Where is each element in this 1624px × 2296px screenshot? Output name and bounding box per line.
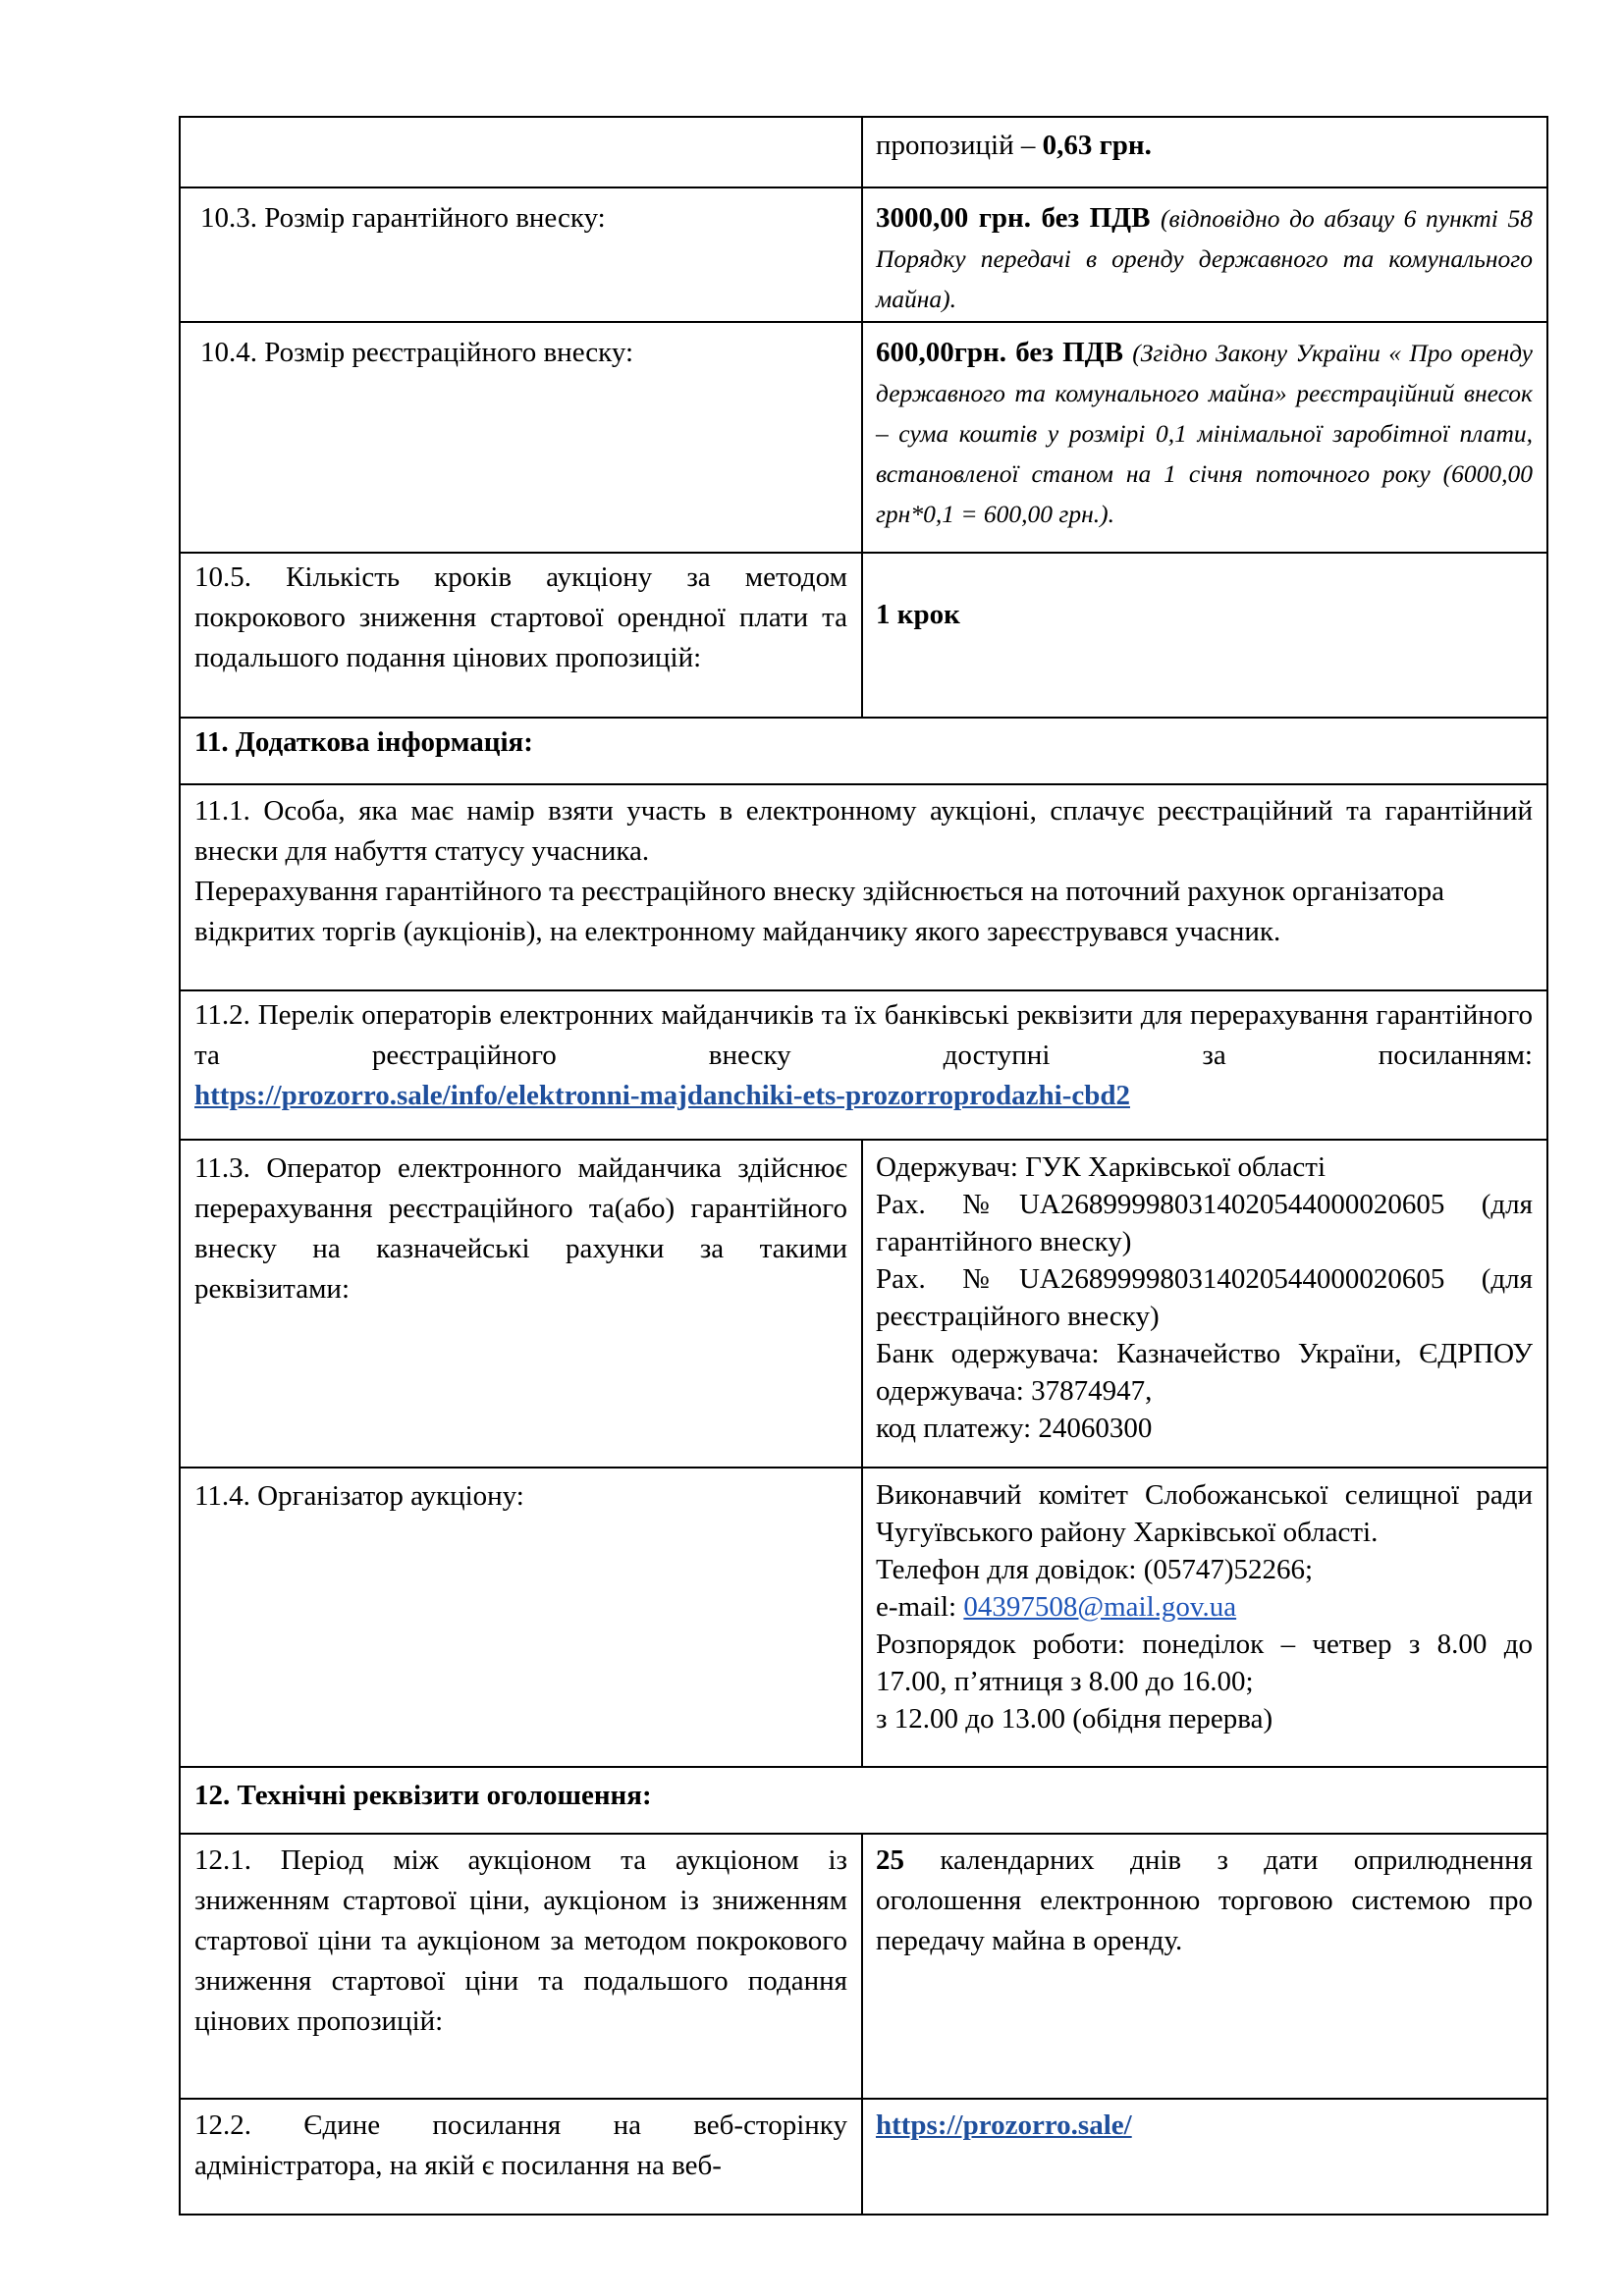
value-bold: 25	[875, 1844, 904, 1876]
schedule-line: Розпорядок роботи: понеділок – четвер з 8.00 до 17.00, п’ятниця з 8.00 до 16.00;	[875, 1629, 1533, 1697]
email-label: e-mail:	[875, 1591, 964, 1623]
table-row	[180, 117, 1547, 187]
payment-code-line: код платежу: 24060300	[875, 1413, 1153, 1444]
phone-line: Телефон для довідок: (05747)52266;	[875, 1554, 1314, 1585]
row-label-cell	[180, 117, 862, 187]
section-heading-text: 12. Технічні реквізити оголошення:	[194, 1780, 652, 1811]
break-line: з 12.00 до 13.00 (обідня перерва)	[875, 1703, 1273, 1735]
email-link[interactable]: 04397508@mail.gov.ua	[963, 1591, 1237, 1623]
table-row	[180, 784, 1547, 990]
table-row	[180, 990, 1547, 1140]
email-line	[876, 1588, 1533, 1626]
row-value-cell	[862, 1140, 1547, 1468]
table-row	[180, 322, 1547, 553]
section-heading-row	[180, 1767, 1547, 1834]
row-value-cell	[862, 2099, 1547, 2215]
value-note: (відповідно до абзацу 6 пункті 58 Порядку передачі в оренду державного та комунального майна).	[875, 204, 1533, 313]
paragraph: 11.2. Перелік операторів електронних майданчиків та їх банківські реквізити для перерахування гарантійного та реєстраційного внеску доступні за посиланням:	[194, 999, 1533, 1071]
row-label: 10.3. Розмір гарантійного внеску:	[200, 202, 606, 234]
row-label-cell	[180, 1140, 862, 1468]
row-label-cell	[180, 553, 862, 718]
table-row	[180, 1468, 1547, 1767]
row-label-cell	[180, 1468, 862, 1767]
row-label: 12.1. Період між аукціоном та аукціоном із зниженням стартової ціни, аукціоном із зниженням стартової ціни та аукціоном за методом покрокового зниження стартової ціни та подальшого подання цінових пропозицій:	[194, 1844, 847, 2037]
value-bold: 3000,00 грн. без ПДВ	[875, 202, 1151, 234]
paragraph: Перерахування гарантійного та реєстраційного внеску здійснюється на поточний рахунок організатора відкритих торгів (аукціонів), на електронному майданчику якого зареєструвався учасник.	[194, 876, 1445, 947]
full-width-cell	[180, 990, 1547, 1140]
row-label: 11.3. Оператор електронного майданчика здійснює перерахування реєстраційного та(або) гарантійного внеску на казначейські рахунки за такими реквізитами:	[194, 1152, 847, 1305]
operators-link[interactable]: https://prozorro.sale/info/elektronni-majdanchiki-ets-prozorroprodazhi-cbd2	[194, 1080, 1130, 1111]
paragraph: 11.1. Особа, яка має намір взяти участь в електронному аукціоні, сплачує реєстраційний та гарантійний внески для набуття статусу учасника.	[194, 795, 1533, 867]
value-bold: 0,63 грн.	[1042, 130, 1152, 161]
row-value-cell	[862, 553, 1547, 718]
section-heading	[180, 718, 1547, 784]
row-label: 12.2. Єдине посилання на веб-сторінку адміністратора, на якій є посилання на веб-	[194, 2109, 847, 2181]
row-value-cell	[862, 1468, 1547, 1767]
table-row	[180, 187, 1547, 322]
row-label-cell	[180, 1834, 862, 2099]
table-row	[180, 2099, 1547, 2215]
value-bold: 1 крок	[875, 599, 960, 630]
row-label: 11.4. Організатор аукціону:	[194, 1480, 524, 1512]
row-value-cell	[862, 1834, 1547, 2099]
admin-link[interactable]: https://prozorro.sale/	[875, 2109, 1132, 2141]
value-text: пропозицій –	[875, 130, 1043, 161]
value-text: календарних днів з дати оприлюднення оголошення електронною торговою системою про передачу майна в оренду.	[875, 1844, 1533, 1956]
organizer-line: Виконавчий комітет Слобожанської селищної ради Чугуївського району Харківської області.	[875, 1479, 1533, 1548]
account-line: Рах. №UA268999980314020544000020605 (для реєстраційного внеску)	[875, 1263, 1533, 1332]
auction-notice-table	[179, 116, 1548, 2216]
table-row	[180, 1834, 1547, 2099]
row-value-cell	[862, 322, 1547, 553]
account-line: Рах. №UA268999980314020544000020605 (для гарантійного внеску)	[875, 1189, 1533, 1257]
row-label-cell	[180, 187, 862, 322]
row-label-cell	[180, 322, 862, 553]
section-heading	[180, 1767, 1547, 1834]
bank-line: Банк одержувача: Казначейство України, ЄДРПОУ одержувача: 37874947,	[875, 1338, 1533, 1407]
value-note: (Згідно Закону України « Про оренду державного та комунального майна» реєстраційний внесок – сума коштів у розмірі 0,1 мінімальної заробітної плати, встановленої станом на 1 січня поточного року (6000,00 грн*0,1 = 600,00 грн.).	[875, 339, 1533, 528]
row-label-cell	[180, 2099, 862, 2215]
table-row	[180, 1140, 1547, 1468]
section-heading-text: 11. Додаткова інформація:	[194, 726, 533, 758]
row-label: 10.5. Кількість кроків аукціону за методом покрокового зниження стартової орендної плати та подальшого подання цінових пропозицій:	[194, 561, 847, 673]
value-bold: 600,00грн. без ПДВ	[875, 337, 1123, 368]
recipient-line: Одержувач: ГУК Харківської області	[875, 1151, 1326, 1183]
row-value-cell	[862, 117, 1547, 187]
row-value-cell	[862, 187, 1547, 322]
row-label: 10.4. Розмір реєстраційного внеску:	[200, 337, 634, 368]
section-heading-row	[180, 718, 1547, 784]
full-width-cell	[180, 784, 1547, 990]
table-row	[180, 553, 1547, 718]
